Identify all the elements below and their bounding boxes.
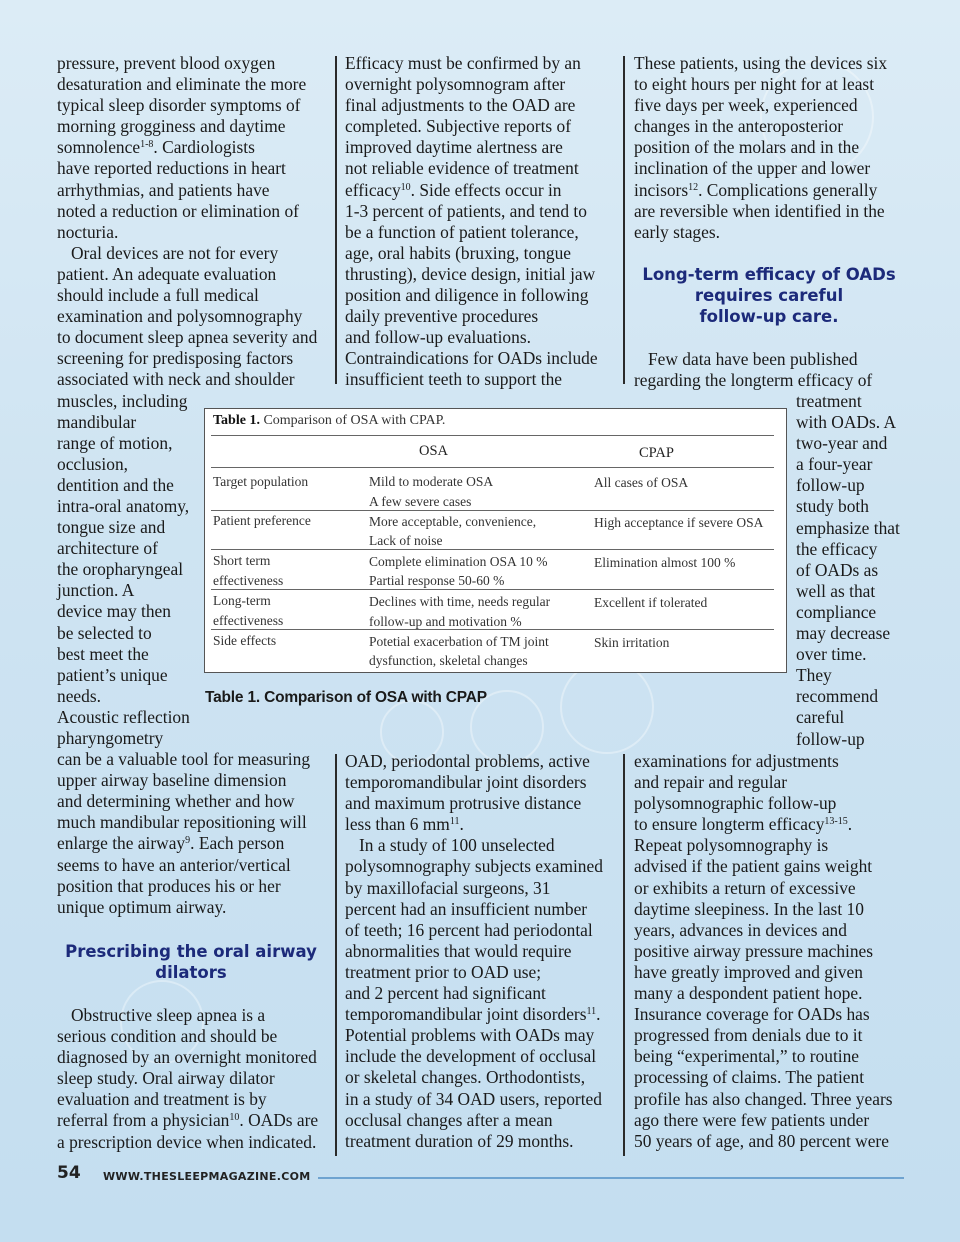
- comparison-table: [204, 408, 787, 673]
- text-line: age, oral habits (bruxing, tongue: [345, 242, 572, 263]
- column-rule: [335, 56, 337, 384]
- text-line: study both: [796, 496, 869, 517]
- text-line: 50 years of age, and 80 percent were: [634, 1130, 889, 1151]
- text-line: and repair and regular: [634, 772, 788, 793]
- table-row-label: Target population: [213, 474, 309, 489]
- text-line: needs.: [57, 685, 101, 706]
- footer-url: WWW.THESLEEPMAGAZINE.COM: [103, 1170, 311, 1183]
- text-line: and follow-up evaluations.: [345, 327, 531, 348]
- text-line: position and diligence in following: [345, 285, 589, 306]
- text-line: positive airway pressure machines: [634, 940, 874, 961]
- text-line: not reliable evidence of treatment: [345, 158, 579, 179]
- text-line: progressed from denials due to it: [634, 1025, 863, 1046]
- text-line: much mandibular repositioning will: [57, 812, 307, 833]
- table-cell-cpap: High acceptance if severe OSA: [594, 515, 764, 530]
- text-line: upper airway baseline dimension: [57, 770, 287, 791]
- table-rule: [211, 467, 774, 468]
- text-line: compliance: [796, 601, 877, 622]
- page-number: 54: [57, 1163, 81, 1183]
- text-line: position of the molars and in the: [634, 137, 860, 158]
- table-cell-cpap: Skin irritation: [594, 635, 670, 650]
- text-line: dentition and the: [57, 474, 174, 495]
- text-line: range of motion,: [57, 432, 173, 453]
- text-line: the efficacy: [796, 538, 878, 559]
- text-line: associated with neck and shoulder: [57, 369, 295, 390]
- text-line: Efficacy must be confirmed by an: [345, 53, 581, 73]
- text-line: being “experimental,” to routine: [634, 1046, 860, 1067]
- text-line: or exhibits a return of excessive: [634, 877, 856, 898]
- text-line: mandibular: [57, 411, 137, 432]
- text-line: and maximum protrusive distance: [345, 793, 582, 814]
- table-cell-osa: More acceptable, convenience,: [369, 514, 537, 529]
- table-cell-osa: Declines with time, needs regular: [369, 594, 551, 609]
- text-line: diagnosed by an overnight monitored: [57, 1047, 317, 1068]
- text-line: Potential problems with OADs may: [345, 1025, 595, 1046]
- text-line: daytime sleepiness. In the last 10: [634, 898, 864, 919]
- text-line: polysomnographic follow-up: [634, 793, 837, 814]
- text-line: are reversible when identified in the: [634, 200, 885, 221]
- column-3-top: [634, 53, 924, 243]
- table-row-label: effectiveness: [213, 573, 284, 588]
- text-line: insufficient teeth to support the: [345, 369, 563, 390]
- text-line: unique optimum airway.: [57, 896, 227, 917]
- text-line: Few data have been published: [648, 349, 858, 369]
- text-line: arrhythmias, and patients have: [57, 179, 270, 200]
- text-line: have greatly improved and given: [634, 961, 863, 982]
- text-line: many a despondent patient hope.: [634, 983, 863, 1004]
- text-line: architecture of: [57, 538, 158, 559]
- text-line: over time.: [796, 644, 867, 665]
- text-line: five days per week, experienced: [634, 95, 858, 116]
- table-header-osa: OSA: [419, 443, 449, 459]
- table-row-label: Patient preference: [213, 513, 311, 528]
- text-line: treatment duration of 29 months.: [345, 1130, 574, 1151]
- text-line: Acoustic reflection: [57, 706, 190, 727]
- text-line: noted a reduction or elimination of: [57, 200, 299, 221]
- text-line: nocturia.: [57, 221, 119, 242]
- text-line: overnight polysomnogram after: [345, 74, 566, 95]
- text-line: temporomandibular joint disorders: [345, 772, 587, 793]
- column-2-bottom: [345, 751, 620, 1152]
- table-cell-osa: Mild to moderate OSA: [369, 474, 494, 489]
- text-line: best meet the: [57, 643, 149, 664]
- table-cell-osa: follow-up and motivation %: [369, 614, 522, 629]
- table-rule: [211, 549, 774, 550]
- text-line: occlusion,: [57, 453, 128, 474]
- text-line: with OADs. A: [796, 412, 897, 433]
- text-line: improved daytime alertness are: [345, 137, 563, 158]
- column-2-top: [345, 53, 620, 391]
- text-line: serious condition and should be: [57, 1026, 278, 1047]
- text-line: In a study of 100 unselected: [359, 835, 555, 856]
- text-line: recommend: [796, 686, 879, 707]
- text-line: Repeat polysomnography is: [634, 835, 829, 856]
- text-line: completed. Subjective reports of: [345, 116, 572, 137]
- text-line: percent had an insufficient number: [345, 898, 588, 919]
- table-cell-osa: Potetial exacerbation of TM joint: [369, 634, 549, 649]
- text-line: emphasize that: [796, 517, 900, 538]
- text-line: position that produces his or her: [57, 875, 281, 896]
- table-rule: [211, 435, 774, 436]
- text-line: enlarge the airway$^9$. Each person: [57, 833, 285, 854]
- text-line: to document sleep apnea severity and: [57, 327, 318, 348]
- text-line: inclination of the upper and lower: [634, 158, 871, 179]
- text-line: well as that: [796, 580, 876, 601]
- text-line: be selected to: [57, 622, 152, 643]
- table-cell-osa: dysfunction, skeletal changes: [369, 653, 528, 668]
- text-line: intra-oral anatomy,: [57, 495, 190, 516]
- text-line: have reported reductions in heart: [57, 158, 286, 179]
- text-line: temporomandibular joint disorders$^{11}$.: [345, 1004, 601, 1025]
- text-line: They: [796, 665, 832, 686]
- text-line: careful: [796, 707, 845, 728]
- text-line: less than 6 $mm^{11}$.: [345, 814, 464, 835]
- text-line: desaturation and eliminate the more: [57, 74, 307, 95]
- text-line: abnormalities that would require: [345, 940, 572, 961]
- text-line: treatment: [796, 391, 862, 411]
- text-line: should include a full medical: [57, 285, 259, 306]
- text-line: include the development of occlusal: [345, 1046, 597, 1067]
- column-3-narrow: [796, 391, 926, 750]
- text-line: can be a valuable tool for measuring: [57, 749, 311, 770]
- text-line: tongue size and: [57, 517, 166, 538]
- text-line: referral from a physician$^{10}$. OADs are: [57, 1110, 319, 1131]
- text-line: These patients, using the devices six: [634, 53, 888, 73]
- text-line: to eight hours per night for at least: [634, 74, 875, 95]
- text-line: patient. An adequate evaluation: [57, 263, 277, 284]
- footer-rule: [318, 1177, 904, 1179]
- table-row-label: effectiveness: [213, 613, 284, 628]
- text-line: pressure, prevent blood oxygen: [57, 53, 276, 73]
- text-line: and determining whether and how: [57, 791, 295, 812]
- text-line: pharyngometry: [57, 728, 164, 748]
- text-line: device may then: [57, 601, 171, 622]
- text-line: advised if the patient gains weight: [634, 856, 873, 877]
- text-line: of teeth; 16 percent had periodontal: [345, 919, 593, 940]
- column-3-bottom: [634, 751, 924, 1152]
- text-line: typical sleep disorder symptoms of: [57, 95, 301, 116]
- text-line: a four-year: [796, 454, 873, 475]
- table-caption: Table 1. Comparison of OSA with CPAP: [205, 689, 487, 706]
- section-heading-prescribing: Prescribing the oral airway dilators: [65, 942, 317, 982]
- table-row-label: Side effects: [213, 633, 277, 648]
- text-line: examination and polysomnography: [57, 306, 303, 327]
- text-line: in a study of 34 OAD users, reported: [345, 1088, 602, 1109]
- column-rule: [623, 754, 625, 1156]
- text-line: years, advances in devices and: [634, 919, 847, 940]
- text-line: thrusting), device design, initial jaw: [345, 263, 596, 284]
- table-header-cpap: CPAP: [639, 445, 674, 461]
- text-line: processing of claims. The patient: [634, 1067, 865, 1088]
- column-rule: [623, 56, 625, 384]
- text-line: daily preventive procedures: [345, 306, 539, 327]
- text-line: treatment prior to OAD use;: [345, 961, 542, 982]
- table-row-label: Short term: [213, 553, 271, 568]
- text-line: Oral devices are not for every: [71, 242, 279, 263]
- text-line: final adjustments to the OAD are: [345, 95, 576, 116]
- table-cell-cpap: Elimination almost 100 %: [594, 555, 736, 570]
- text-line: screening for predisposing factors: [57, 348, 294, 369]
- table-cell-cpap: Excellent if tolerated: [594, 595, 708, 610]
- column-3-mid: [634, 349, 924, 391]
- text-line: patient’s unique: [57, 664, 168, 685]
- table-rule: [211, 629, 774, 630]
- column-rule: [335, 754, 337, 1156]
- background-bubble: [560, 660, 654, 754]
- text-line: to ensure longterm efficacy$^{13-15}$.: [634, 814, 853, 835]
- table-cell-cpap: All cases of OSA: [594, 475, 689, 490]
- text-line: evaluation and treatment is by: [57, 1089, 267, 1110]
- text-line: junction. A: [57, 580, 135, 601]
- text-line: two-year and: [796, 433, 888, 454]
- text-line: examinations for adjustments: [634, 751, 839, 771]
- table-cell-osa: Partial response 50-60 %: [369, 573, 505, 588]
- text-line: follow-up: [796, 728, 865, 749]
- text-line: Insurance coverage for OADs has: [634, 1004, 870, 1025]
- text-line: early stages.: [634, 221, 720, 242]
- text-line: somnolence$^{1-8}$. Cardiologists: [57, 137, 255, 158]
- text-line: morning grogginess and daytime: [57, 116, 286, 137]
- text-line: the oropharyngeal: [57, 559, 184, 580]
- text-line: incisors$^{12}$. Complications generally: [634, 179, 878, 200]
- section-heading-long-term: Long-term efficacy of OADs requires careful follow-up care.: [642, 265, 896, 326]
- table-title: Table 1. Comparison of OSA with CPAP.: [213, 413, 446, 428]
- text-line: OAD, periodontal problems, active: [345, 751, 590, 771]
- text-line: sleep study. Oral airway dilator: [57, 1068, 275, 1089]
- text-line: or skeletal changes. Orthodontists,: [345, 1067, 586, 1088]
- text-line: Obstructive sleep apnea is a: [71, 1005, 266, 1025]
- text-line: changes in the anteroposterior: [634, 116, 844, 137]
- table-row-label: Long-term: [213, 593, 271, 608]
- text-line: 1-3 percent of patients, and tend to: [345, 200, 587, 221]
- text-line: occlusal changes after a mean: [345, 1109, 553, 1130]
- table-cell-osa: A few severe cases: [369, 494, 472, 509]
- text-line: follow-up: [796, 475, 865, 496]
- text-line: profile has also changed. Three years: [634, 1088, 893, 1109]
- text-line: polysomnography subjects examined: [345, 856, 603, 877]
- text-line: muscles, including: [57, 390, 188, 411]
- text-line: seems to have an anterior/vertical: [57, 854, 291, 875]
- text-line: of OADs as: [796, 559, 879, 580]
- text-line: by maxillofacial surgeons, 31: [345, 877, 551, 898]
- text-line: a prescription device when indicated.: [57, 1131, 317, 1152]
- text-line: efficacy$^{10}$. Side effects occur in: [345, 179, 562, 200]
- text-line: ago there were few patients under: [634, 1109, 870, 1130]
- column-1-bottom: [57, 1005, 332, 1153]
- table-rule: [211, 589, 774, 590]
- text-line: and 2 percent had significant: [345, 983, 546, 1004]
- table-cell-osa: Lack of noise: [369, 533, 443, 548]
- text-line: be a function of patient tolerance,: [345, 221, 579, 242]
- text-line: may decrease: [796, 623, 891, 644]
- table-cell-osa: Complete elimination OSA 10 %: [369, 554, 548, 569]
- text-line: Contraindications for OADs include: [345, 348, 598, 369]
- text-line: regarding the longterm efficacy of: [634, 370, 873, 391]
